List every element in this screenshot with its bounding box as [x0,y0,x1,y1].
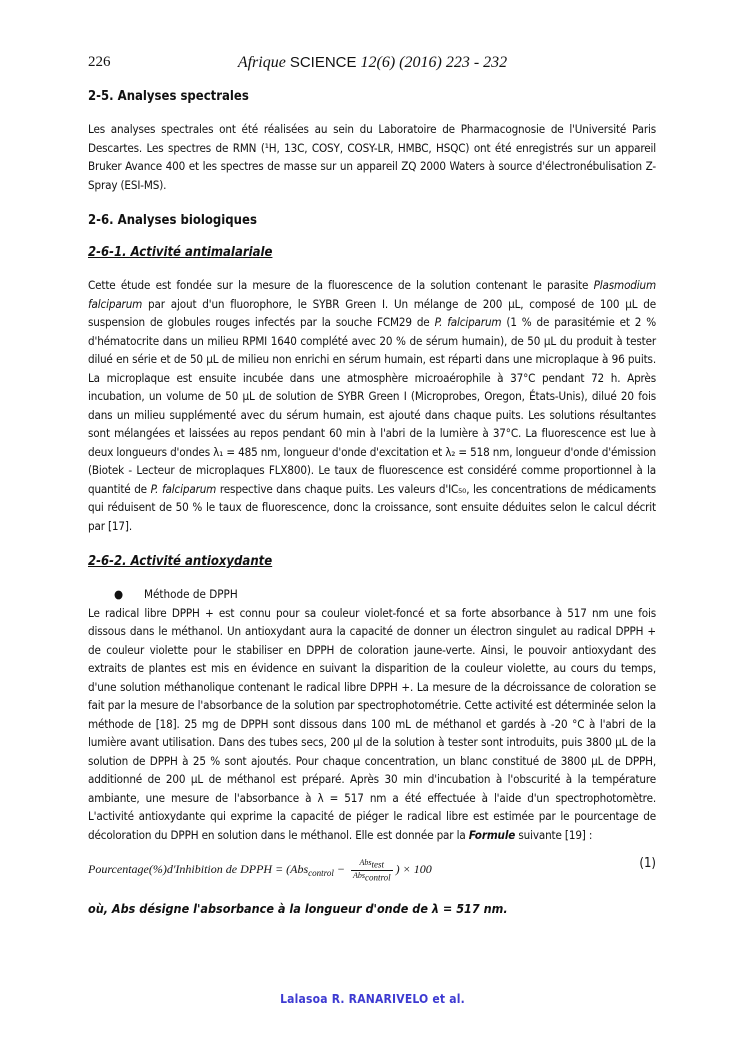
paragraph-analyses-spectrales: Les analyses spectrales ont été réalisées au sein du Laboratoire de Pharmacognosie de l'Université Paris Descartes. Les spectres de RMN (¹H, 13C, COSY, COSY-LR, HMBC, HSQC) ont été enregistrés sur un appareil Bruker Avance 400 et les spectres de masse sur un appareil ZQ 2000 Waters à source d'électronébulisation Z-Spray (ESI-MS). [88,122,656,192]
bullet-item [88,585,656,604]
fraction [351,858,393,882]
species-name: P. falciparum [150,481,217,496]
heading-2-6: 2-6. Analyses biologiques [88,213,257,228]
footer-authors: Lalasoa R. RANARIVELO et al. [280,992,465,1006]
article-body [88,88,656,918]
text-run: (1 % de parasitémie et 2 % d'hématocrite dans un milieu RPMI 1640 complété avec 20 % de sérum humain), de 50 µL du produit à tester dilué en série et de 50 µL de milieu non enrichi en sérum humain, est réparti dans une microplaque à 96 puits. La microplaque est ensuite incubée dans une atmosphère microaérophile à 37°C pendant 72 h. Après incubation, un volume de 50 µL de solution de SYBR Green I (Microprobes, Oregon, États-Unis), dilué 20 fois dans un milieu supplémenté avec du sérum humain, est ajouté dans chaque puits. Les solutions résultantes sont mélangées et laissées au repos pendant 60 min à l'abri de la lumière à 37°C. La fluorescence est lue à deux longueurs d'ondes λ₁ = 485 nm, longueur d'onde d'excitation et λ₂ = 518 nm, longueur d'onde d'émission (Biotek - Lecteur de microplaques FLX800). Le taux de fluorescence est considéré comme proportionnel à la quantité de [88,315,657,496]
text-run: Le radical libre DPPH + est connu pour sa couleur violet-foncé et sa forte absorbance à 517 nm une fois dissous dans le méthanol. Un antioxydant aura la capacité de donner un électron singulet au radical DPPH + de couleur violette pour le stabiliser en DPPH de coloration jaune-verte. Ainsi, le pouvoir antioxydant des extraits de plantes est mis en évidence en suivant la disparition de la couleur violette, au cours du temps, d'une solution méthanolique contenant le radical libre DPPH +. La mesure de la décroissance de coloration se fait par la mesure de l'absorbance de la solution par spectrophotométrie. Cette activité est déterminée selon la méthode de [18]. 25 mg de DPPH sont dissous dans 100 mL de méthanol et gardés à -20 °C à l'abri de la lumière avant utilisation. Dans des tubes secs, 200 µl de la solution à tester sont introduits, puis 3800 µL de la solution de DPPH à 25 % sont ajoutés. Pour chaque concentration, un blanc constitué de 3800 µL de DPPH, additionné de 200 µL de méthanol est préparé. Après 30 min d'incubation à l'obscurité à la température ambiante, une mesure de l'absorbance à λ = 517 nm a été effectuée à l'aide d'un spectrophotomètre. L'activité antioxydante qui exprime la capacité de piéger le radical libre est estimée par le pourcentage de décoloration du DPPH en solution dans le méthanol. Elle est donnée par la [88,605,656,842]
paragraph-dpph [88,604,656,845]
bullet-icon: ● [114,587,124,601]
formula-right: ) × 100 [395,861,432,876]
formula-sub: control [308,868,334,879]
page-number: 226 [88,54,111,70]
fraction-denominator [351,871,393,883]
formule-word: Formule [468,827,516,842]
heading-2-5: 2-5. Analyses spectrales [88,89,249,104]
species-name: P. falciparum [434,315,502,329]
journal-ref: 12(6) (2016) 223 - 232 [360,54,508,71]
journal-science: SCIENCE [289,54,357,71]
journal-title [88,54,657,72]
fraction-numerator [351,858,393,871]
abs-definition: où, Abs désigne l'absorbance à la longueur d'onde de λ = 517 nm. [88,901,508,916]
frac-den-text: Abs [352,870,365,880]
frac-num-sub: test [371,859,385,870]
text-run: Cette étude est fondée sur la mesure de la fluorescence de la solution contenant le parasite [88,278,594,292]
page-header [88,54,657,76]
formula-minus: − [333,861,348,876]
equation [88,852,656,886]
heading-2-6-1: 2-6-1. Activité antimalariale [88,245,273,260]
bullet-label: Méthode de DPPH [144,587,238,601]
formula-left: Pourcentage(%)d'Inhibition de DPPH = (Abs [88,861,309,876]
heading-2-6-2: 2-6-2. Activité antioxydante [88,554,273,569]
frac-den-sub: control [364,872,391,883]
frac-num-text: Abs [359,858,372,867]
equation-number: (1) [639,856,656,871]
journal-afrique: Afrique [237,54,286,71]
species-name: Plasmodium falciparum [88,278,656,311]
text-run: respective dans chaque puits. Les valeurs d'IC₅₀, les concentrations de médicaments qui réduisent de 50 % le taux de fluorescence, donc la croissance, sont ensuite déduites selon le calcul décrit par [17]. [88,481,656,533]
paragraph-antimalariale [88,276,656,535]
formula [88,858,432,882]
text-run: par ajout d'un fluorophore, le SYBR Green I. Un mélange de 200 µL, composé de 100 µL de suspension de globules rouges infectés par la souche FCM29 de [88,296,656,329]
text-run: suivante [19] : [515,827,593,842]
